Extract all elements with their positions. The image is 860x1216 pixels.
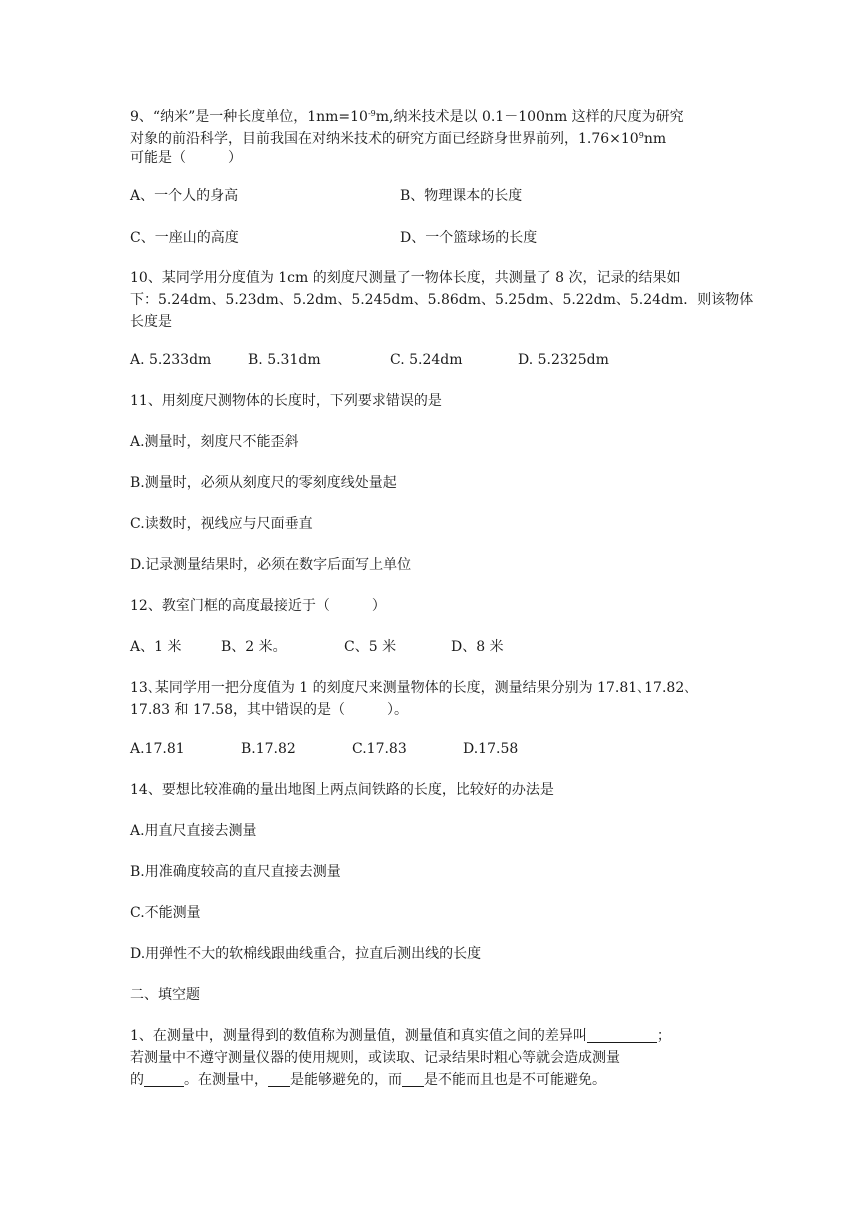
q12-option-a: A、1 米 xyxy=(130,639,182,655)
q13-stem-line2: 17.83 和 17.58，其中错误的是（ ）。 xyxy=(130,702,409,718)
q10-stem-line3: 长度是 xyxy=(130,314,172,330)
q11-option-d: D.记录测量结果时，必须在数字后面写上单位 xyxy=(130,557,412,573)
q10-option-d: D. 5.2325dm xyxy=(518,352,609,368)
q9-stem-line1 xyxy=(130,105,684,126)
q9-stem-line3: 可能是（ ） xyxy=(130,150,242,166)
fill1-text: 的 xyxy=(130,1072,144,1088)
q10-stem-line1: 10、某同学用分度值为 1cm 的刻度尺测量了一物体长度，共测量了 8 次，记录的结果如 xyxy=(130,270,681,286)
q13-stem-line1: 13､某同学用一把分度值为 1 的刻度尺来测量物体的长度，测量结果分别为 17.81､17.82､ xyxy=(130,680,692,696)
q9-option-b: B、物理课本的长度 xyxy=(400,188,523,204)
q13-option-c: C.17.83 xyxy=(352,741,407,757)
q14-stem: 14、要想比较准确的量出地图上两点间铁路的长度，比较好的办法是 xyxy=(130,782,554,798)
q13-option-a: A.17.81 xyxy=(130,741,185,757)
q9-text: 对象的前沿科学，目前我国在对纳米技术的研究方面已经跻身世界前列，1.76×10 xyxy=(130,131,639,147)
q12-option-c: C、5 米 xyxy=(344,639,397,655)
answer-blank[interactable] xyxy=(144,1072,184,1087)
fill1-text: ； xyxy=(656,1028,671,1044)
section-title: 二、填空题 xyxy=(130,987,200,1003)
q11-stem: 11、用刻度尺测物体的长度时，下列要求错误的是 xyxy=(130,393,442,409)
q12-option-b: B、2 米。 xyxy=(221,639,287,655)
fill1-text: 。在测量中， xyxy=(184,1072,268,1088)
q9-stem-line2 xyxy=(130,127,666,148)
q12-stem: 12、教室门框的高度最接近于（ ） xyxy=(130,598,386,614)
q9-option-d: D、一个篮球场的长度 xyxy=(400,230,538,246)
fill1-text: 是能够避免的，而 xyxy=(290,1072,402,1088)
q9-option-a: A、一个人的身高 xyxy=(130,188,239,204)
q11-option-b: B.测量时，必须从刻度尺的零刻度线处量起 xyxy=(130,475,397,491)
answer-blank[interactable] xyxy=(268,1072,290,1087)
q9-exponent: -9 xyxy=(367,109,376,118)
q12-option-d: D、8 米 xyxy=(451,639,504,655)
fill1-text: 是不能而且也是不可能避免。 xyxy=(424,1072,606,1088)
q13-option-b: B.17.82 xyxy=(241,741,296,757)
answer-blank[interactable] xyxy=(587,1028,657,1043)
q9-exponent: 9 xyxy=(638,131,644,140)
q9-option-c: C、一座山的高度 xyxy=(130,230,239,246)
q10-option-a: A. 5.233dm xyxy=(130,352,212,368)
q9-text: m,纳米技术是以 0.1－100nm 这样的尺度为研究 xyxy=(375,109,684,125)
q14-option-d: D.用弹性不大的软棉线跟曲线重合，拉直后测出线的长度 xyxy=(130,946,482,962)
q14-option-a: A.用直尺直接去测量 xyxy=(130,823,257,839)
q9-text: nm xyxy=(643,131,667,147)
fill1-line1 xyxy=(130,1027,671,1045)
fill1-text: 1、在测量中，测量得到的数值称为测量值，测量值和真实值之间的差异叫 xyxy=(130,1028,587,1044)
q13-option-d: D.17.58 xyxy=(463,741,519,757)
q11-option-a: A.测量时，刻度尺不能歪斜 xyxy=(130,434,299,450)
q14-option-c: C.不能测量 xyxy=(130,905,201,921)
fill1-line2: 若测量中不遵守测量仪器的使用规则，或读取、记录结果时粗心等就会造成测量 xyxy=(130,1050,620,1066)
q9-text: 9、“纳米”是一种长度单位，1nm=10 xyxy=(130,109,368,125)
fill1-line3 xyxy=(130,1071,606,1089)
answer-blank[interactable] xyxy=(402,1072,424,1087)
q11-option-c: C.读数时，视线应与尺面垂直 xyxy=(130,516,313,532)
q10-option-c: C. 5.24dm xyxy=(390,352,463,368)
q10-option-b: B. 5.31dm xyxy=(248,352,321,368)
q10-stem-line2: 下：5.24dm、5.23dm、5.2dm、5.245dm、5.86dm、5.25dm、5.22dm、5.24dm．则该物体 xyxy=(130,292,754,308)
q14-option-b: B.用准确度较高的直尺直接去测量 xyxy=(130,864,341,880)
